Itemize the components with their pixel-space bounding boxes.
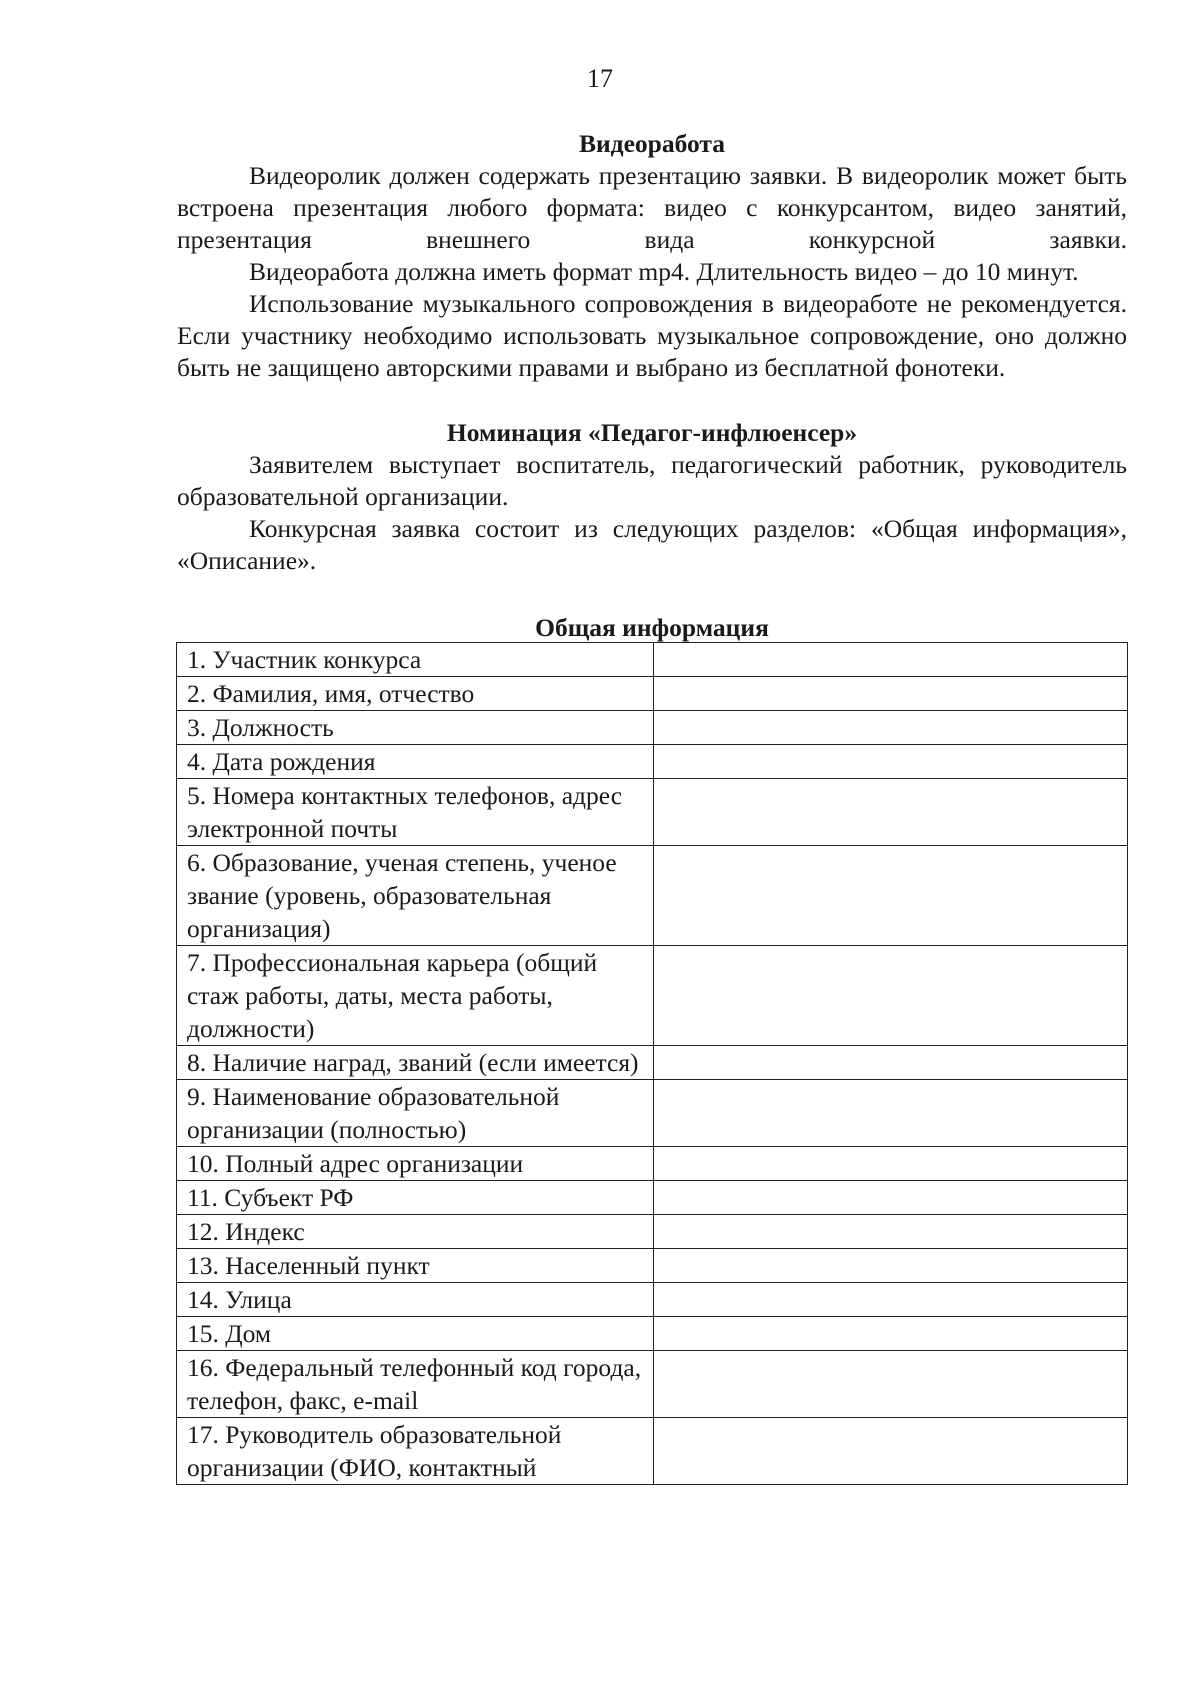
table-row-label: 15. Дом (177, 1317, 654, 1351)
nomination-paragraph-2: Конкурсная заявка состоит из следующих разделов: «Общая информация», «Описание». (177, 514, 1127, 575)
table-row-value-cell[interactable] (654, 1418, 1128, 1485)
video-paragraph-1: Видеоролик должен содержать презентацию заявки. В видеоролик может быть встроена презентация любого формата: видео с конкурсантом, видео занятий, презентация внешнего вида конкурсной заявки. (177, 161, 1127, 254)
table-row (177, 745, 1128, 779)
table-row-label: 13. Населенный пункт (177, 1249, 654, 1283)
table-row-label: 8. Наличие наград, званий (если имеется) (177, 1046, 654, 1080)
table-row (177, 643, 1128, 677)
table-row-label: 9. Наименование образовательной организации (полностью) (177, 1080, 654, 1147)
table-row-value-cell[interactable] (654, 1317, 1128, 1351)
table-row-label: 16. Федеральный телефонный код города, телефон, факс, e-mail (177, 1351, 654, 1418)
table-row (177, 1046, 1128, 1080)
table-row-label: 12. Индекс (177, 1215, 654, 1249)
table-row-value-cell[interactable] (654, 846, 1128, 946)
table-row (177, 946, 1128, 1046)
table-row-value-cell[interactable] (654, 779, 1128, 846)
video-paragraph-3: Использование музыкального сопровождения в видеоработе не рекомендуется. Если участнику необходимо использовать музыкальное сопровождение, оно должно быть не защищено авторскими правами и выбрано из бесплатной фонотеки. (177, 289, 1127, 382)
nomination-heading: Номинация «Педагог-инфлюенсер» (446, 418, 858, 447)
table-row (177, 1181, 1128, 1215)
table-row (177, 1317, 1128, 1351)
table-row (177, 677, 1128, 711)
table-row-value-cell[interactable] (654, 677, 1128, 711)
page-number: 17 (587, 64, 613, 93)
table-row (177, 1147, 1128, 1181)
video-section-heading: Видеоработа (578, 129, 725, 158)
table-row-label: 2. Фамилия, имя, отчество (177, 677, 654, 711)
table-row-label: 7. Профессиональная карьера (общий стаж работы, даты, места работы, должности) (177, 946, 654, 1046)
table-row-value-cell[interactable] (654, 946, 1128, 1046)
table-row-value-cell[interactable] (654, 1181, 1128, 1215)
table-row-label: 10. Полный адрес организации (177, 1147, 654, 1181)
table-row-label: 14. Улица (177, 1283, 654, 1317)
general-info-table (176, 642, 1128, 1485)
table-row (177, 1351, 1128, 1418)
table-row-value-cell[interactable] (654, 1249, 1128, 1283)
table-row (177, 1080, 1128, 1147)
table-row (177, 846, 1128, 946)
page-content (177, 128, 1127, 1485)
table-row-value-cell[interactable] (654, 745, 1128, 779)
table-row-value-cell[interactable] (654, 1351, 1128, 1418)
table-row-label: 6. Образование, ученая степень, ученое звание (уровень, образовательная организация) (177, 846, 654, 946)
table-row-label: 4. Дата рождения (177, 745, 654, 779)
table-row-label: 3. Должность (177, 711, 654, 745)
table-row-value-cell[interactable] (654, 1147, 1128, 1181)
table-row (177, 779, 1128, 846)
table-row-label: 5. Номера контактных телефонов, адрес электронной почты (177, 779, 654, 846)
table-row (177, 1249, 1128, 1283)
table-row-value-cell[interactable] (654, 711, 1128, 745)
table-row-value-cell[interactable] (654, 1283, 1128, 1317)
nomination-paragraph-1: Заявителем выступает воспитатель, педагогический работник, руководитель образовательной организации. (177, 450, 1127, 511)
table-row-value-cell[interactable] (654, 643, 1128, 677)
table-row-value-cell[interactable] (654, 1046, 1128, 1080)
table-row-label: 1. Участник конкурса (177, 643, 654, 677)
table-row (177, 1283, 1128, 1317)
table-row (177, 1418, 1128, 1485)
table-row-label: 17. Руководитель образовательной организации (ФИО, контактный (177, 1418, 654, 1485)
table-row (177, 1215, 1128, 1249)
video-paragraph-2: Видеоработа должна иметь формат mp4. Длительность видео – до 10 минут. (249, 257, 1079, 286)
general-info-table-title: Общая информация (535, 613, 769, 642)
table-row-value-cell[interactable] (654, 1215, 1128, 1249)
table-row-label: 11. Субъект РФ (177, 1181, 654, 1215)
table-row-value-cell[interactable] (654, 1080, 1128, 1147)
table-row (177, 711, 1128, 745)
